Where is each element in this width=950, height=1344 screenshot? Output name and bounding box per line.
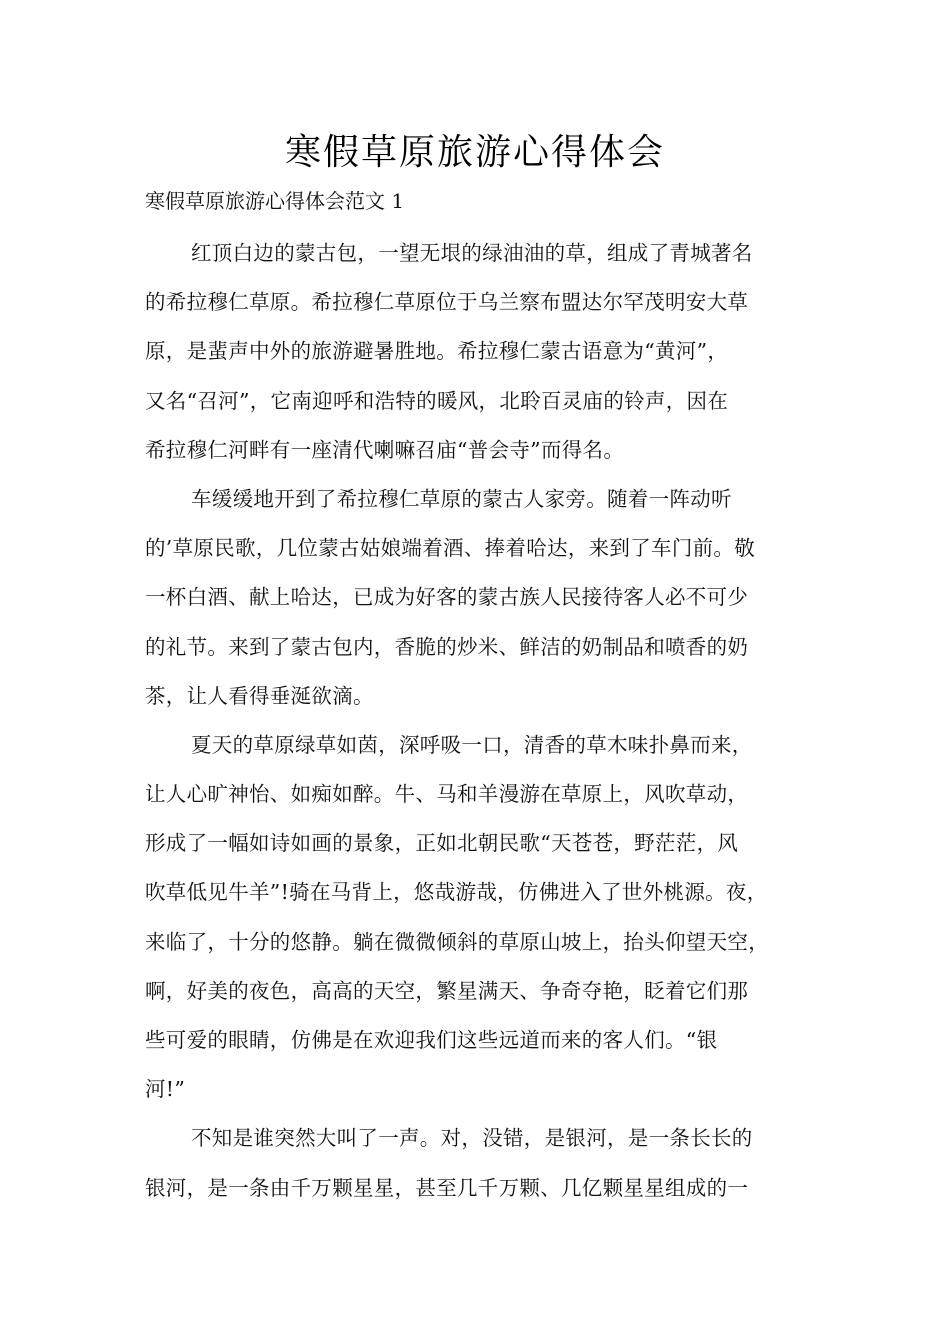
text-line: 让人心旷神怡、如痴如醉。牛、马和羊漫游在草原上，风吹草动，	[145, 782, 749, 807]
paragraph-1	[145, 229, 809, 475]
text-line: 希拉穆仁河畔有一座清代喇嘛召庙“普会寺”而得名。	[145, 437, 625, 462]
text-line: 一杯白酒、献上哈达，已成为好客的蒙古族人民接待客人必不可少	[145, 585, 749, 610]
text-line: 吹草低见牛羊”!骑在马背上，悠哉游哉，仿佛进入了世外桃源。夜，	[145, 880, 768, 905]
text-line: 银河，是一条由千万颗星星，甚至几千万颗、几亿颗星星组成的一	[145, 1175, 749, 1200]
text-line: 不知是谁突然大叫了一声。对，没错，是银河，是一条长长的	[191, 1126, 753, 1151]
text-line: 红顶白边的蒙古包，一望无垠的绿油油的草，组成了青城著名	[191, 241, 753, 265]
text-line: 的希拉穆仁草原。希拉穆仁草原位于乌兰察布盟达尔罕茂明安大草	[145, 290, 749, 315]
paragraph-2	[145, 475, 809, 721]
document-subtitle: 寒假草原旅游心得体会范文 1	[145, 189, 405, 213]
text-line: 的’草原民歌，几位蒙古姑娘端着酒、捧着哈达，来到了车门前。敬	[145, 536, 756, 561]
document-body	[145, 229, 809, 1213]
paragraph-3	[145, 721, 809, 1115]
text-line: 夏天的草原绿草如茵，深呼吸一口，清香的草木味扑鼻而来，	[191, 732, 753, 757]
text-line: 原，是蜚声中外的旅游避暑胜地。希拉穆仁蒙古语意为“黄河”，	[145, 339, 729, 364]
text-line: 形成了一幅如诗如画的景象，正如北朝民歌“天苍苍，野茫茫，风	[145, 831, 739, 856]
text-line: 些可爱的眼睛，仿佛是在欢迎我们这些远道而来的客人们。“银	[145, 1028, 718, 1052]
text-line: 茶，让人看得垂涎欲滴。	[145, 683, 374, 708]
text-line: 的礼节。来到了蒙古包内，香脆的炒米、鲜洁的奶制品和喷香的奶	[145, 634, 749, 659]
text-line: 啊，好美的夜色，高高的天空，繁星满天、争奇夺艳，眨着它们那	[145, 978, 749, 1003]
text-line: 河!”	[145, 1077, 186, 1102]
document-title: 寒假草原旅游心得体会	[284, 132, 665, 173]
text-line: 车缓缓地开到了希拉穆仁草原的蒙古人家旁。随着一阵动听	[191, 486, 732, 511]
text-line: 来临了，十分的悠静。躺在微微倾斜的草原山坡上，抬头仰望天空，	[145, 929, 769, 954]
paragraph-4	[145, 1114, 809, 1212]
text-line: 又名“召河”，它南迎呼和浩特的暖风，北聆百灵庙的铃声，因在	[145, 388, 729, 413]
